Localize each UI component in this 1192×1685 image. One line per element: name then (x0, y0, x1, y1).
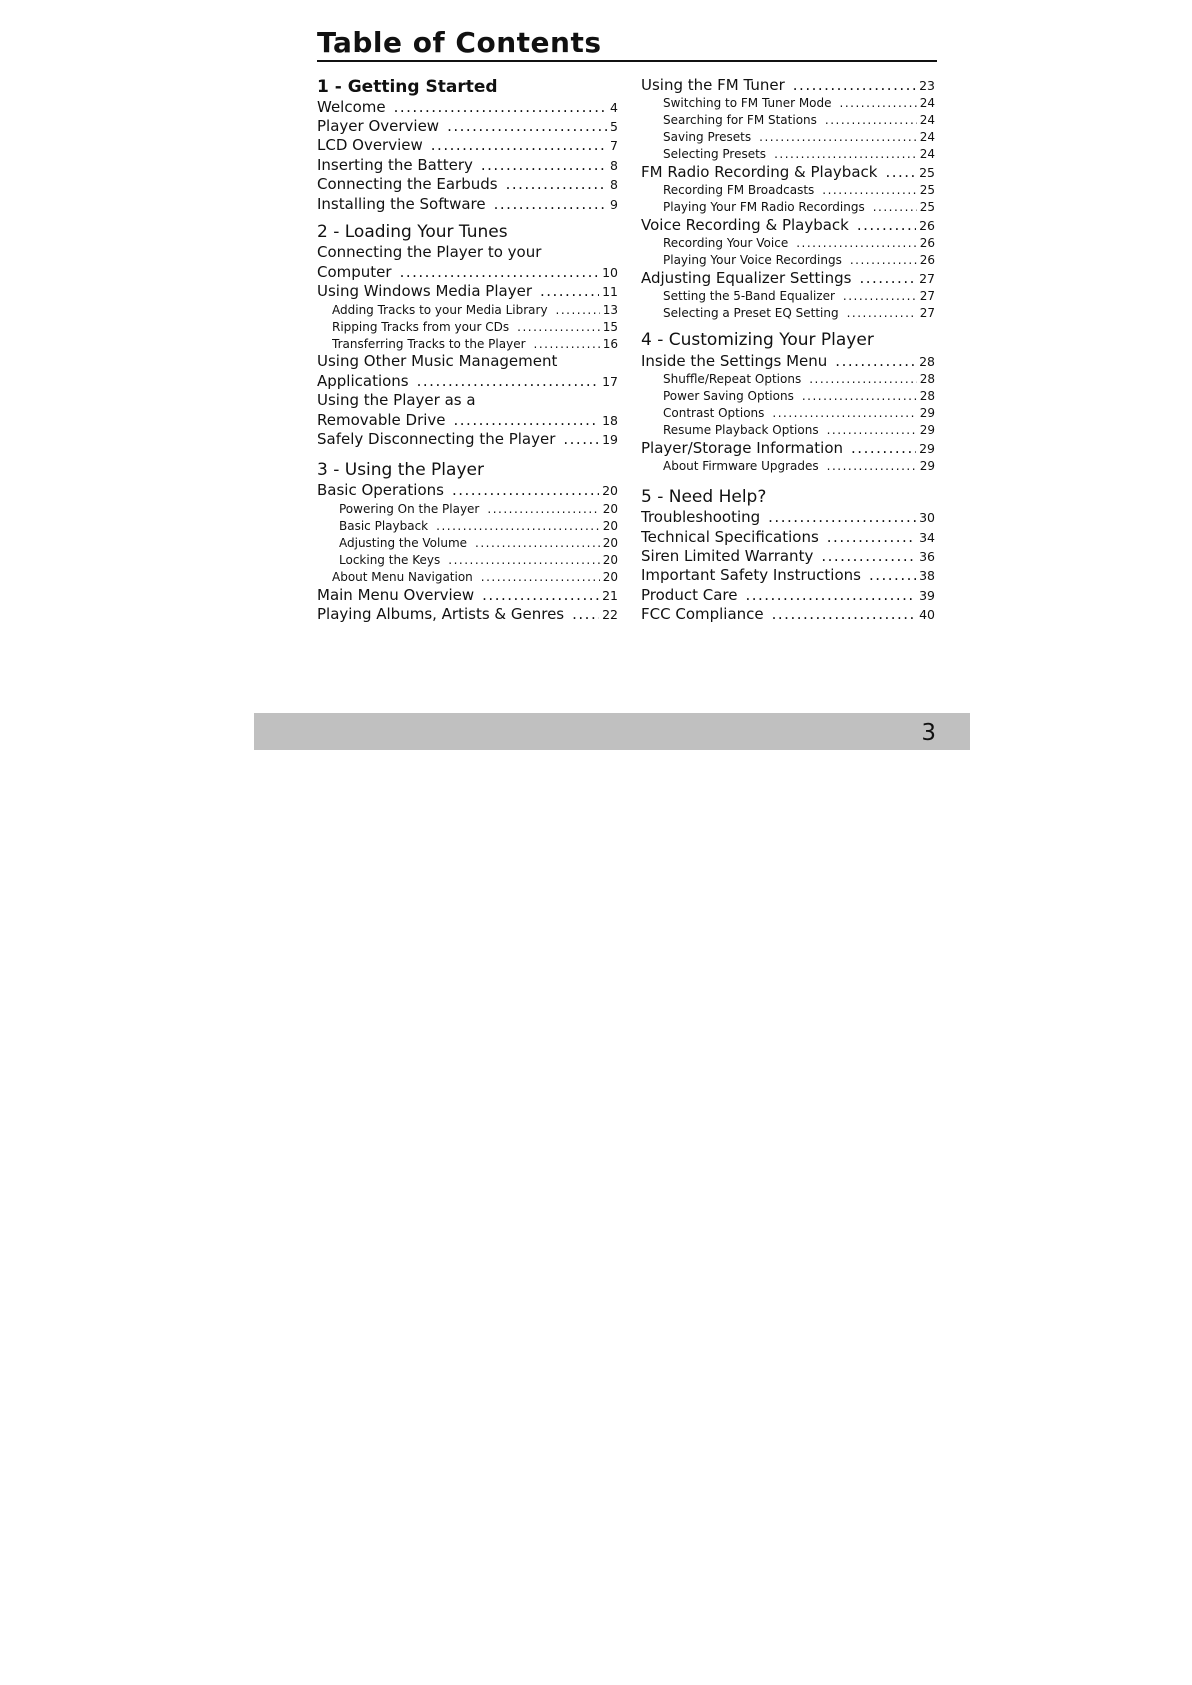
toc-subentry-selecting-presets[interactable]: Selecting Presets ..... 24 (663, 146, 935, 162)
toc-subentry-playing-voice[interactable]: Playing Your Voice Recordings ..... 26 (663, 252, 935, 268)
toc-entry-removable-drive[interactable]: Removable Drive ..... 18 (317, 411, 618, 430)
toc-subentry-preset-eq[interactable]: Selecting a Preset EQ Setting ..... 27 (663, 305, 935, 321)
toc-subentry-locking-keys[interactable]: Locking the Keys ..... 20 (339, 552, 618, 568)
toc-subentry-contrast[interactable]: Contrast Options ..... 29 (663, 405, 935, 421)
toc-entry-connecting-player-line1[interactable]: Connecting the Player to your (317, 243, 542, 261)
toc-entry-lcd-overview[interactable]: LCD Overview ..... 7 (317, 136, 618, 155)
section-heading-using-player: 3 - Using the Player (317, 460, 484, 480)
toc-entry-storage-info[interactable]: Player/Storage Information ..... 29 (641, 439, 935, 458)
toc-subentry-recording-fm[interactable]: Recording FM Broadcasts ..... 25 (663, 182, 935, 198)
toc-subentry-resume-playback[interactable]: Resume Playback Options ..... 29 (663, 422, 935, 438)
toc-entry-inserting-battery[interactable]: Inserting the Battery ..... 8 (317, 156, 618, 175)
toc-entry-product-care[interactable]: Product Care ..... 39 (641, 586, 935, 605)
page-title: Table of Contents (317, 26, 937, 62)
toc-subentry-power-saving[interactable]: Power Saving Options ..... 28 (663, 388, 935, 404)
toc-subentry-transferring-tracks[interactable]: Transferring Tracks to the Player ..... 16 (332, 336, 618, 352)
toc-entry-other-music-line1[interactable]: Using Other Music Management (317, 352, 558, 370)
toc-entry-removable-drive-line1[interactable]: Using the Player as a (317, 391, 476, 409)
toc-entry-limited-warranty[interactable]: Siren Limited Warranty ..... 36 (641, 547, 935, 566)
toc-subentry-firmware-upgrades[interactable]: About Firmware Upgrades ..... 29 (663, 458, 935, 474)
section-heading-loading-tunes: 2 - Loading Your Tunes (317, 222, 508, 242)
toc-entry-playing-albums[interactable]: Playing Albums, Artists & Genres ..... 22 (317, 605, 618, 624)
toc-subentry-shuffle-repeat[interactable]: Shuffle/Repeat Options ..... 28 (663, 371, 935, 387)
toc-subentry-5-band-eq[interactable]: Setting the 5-Band Equalizer ..... 27 (663, 288, 935, 304)
toc-subentry-playing-fm-recordings[interactable]: Playing Your FM Radio Recordings ..... 25 (663, 199, 935, 215)
toc-entry-connecting-player[interactable]: Computer ..... 10 (317, 263, 618, 282)
toc-entry-settings-menu[interactable]: Inside the Settings Menu ..... 28 (641, 352, 935, 371)
toc-entry-windows-media-player[interactable]: Using Windows Media Player ..... 11 (317, 282, 618, 301)
toc-entry-basic-operations[interactable]: Basic Operations ..... 20 (317, 481, 618, 500)
toc-subentry-searching-fm[interactable]: Searching for FM Stations ..... 24 (663, 112, 935, 128)
page-footer-bar (254, 713, 970, 750)
section-heading-getting-started: 1 - Getting Started (317, 77, 498, 97)
page-number: 3 (921, 720, 936, 746)
toc-subentry-adding-tracks[interactable]: Adding Tracks to your Media Library ..... 13 (332, 302, 618, 318)
toc-entry-welcome[interactable]: Welcome ..... 4 (317, 98, 618, 117)
toc-subentry-saving-presets[interactable]: Saving Presets ..... 24 (663, 129, 935, 145)
toc-entry-troubleshooting[interactable]: Troubleshooting ..... 30 (641, 508, 935, 527)
toc-entry-safely-disconnecting[interactable]: Safely Disconnecting the Player ..... 19 (317, 430, 618, 449)
section-heading-need-help: 5 - Need Help? (641, 487, 767, 507)
toc-entry-fm-tuner[interactable]: Using the FM Tuner ..... 23 (641, 76, 935, 95)
toc-subentry-ripping-tracks[interactable]: Ripping Tracks from your CDs ..... 15 (332, 319, 618, 335)
toc-entry-equalizer[interactable]: Adjusting Equalizer Settings ..... 27 (641, 269, 935, 288)
toc-entry-technical-specs[interactable]: Technical Specifications ..... 34 (641, 528, 935, 547)
toc-subentry-basic-playback[interactable]: Basic Playback ..... 20 (339, 518, 618, 534)
toc-entry-player-overview[interactable]: Player Overview ..... 5 (317, 117, 618, 136)
toc-subentry-powering-on[interactable]: Powering On the Player ..... 20 (339, 501, 618, 517)
toc-entry-fcc-compliance[interactable]: FCC Compliance ..... 40 (641, 605, 935, 624)
section-heading-customizing: 4 - Customizing Your Player (641, 330, 874, 350)
toc-entry-other-music-apps[interactable]: Applications ..... 17 (317, 372, 618, 391)
toc-subentry-adjusting-volume[interactable]: Adjusting the Volume ..... 20 (339, 535, 618, 551)
toc-entry-main-menu-overview[interactable]: Main Menu Overview ..... 21 (317, 586, 618, 605)
toc-entry-voice-recording[interactable]: Voice Recording & Playback ..... 26 (641, 216, 935, 235)
toc-subentry-recording-voice[interactable]: Recording Your Voice ..... 26 (663, 235, 935, 251)
toc-entry-safety-instructions[interactable]: Important Safety Instructions ..... 38 (641, 566, 935, 585)
toc-entry-installing-software[interactable]: Installing the Software ..... 9 (317, 195, 618, 214)
toc-entry-connecting-earbuds[interactable]: Connecting the Earbuds ..... 8 (317, 175, 618, 194)
toc-subentry-menu-navigation[interactable]: About Menu Navigation ..... 20 (332, 569, 618, 585)
toc-entry-fm-recording[interactable]: FM Radio Recording & Playback ..... 25 (641, 163, 935, 182)
toc-subentry-switching-fm-mode[interactable]: Switching to FM Tuner Mode ..... 24 (663, 95, 935, 111)
